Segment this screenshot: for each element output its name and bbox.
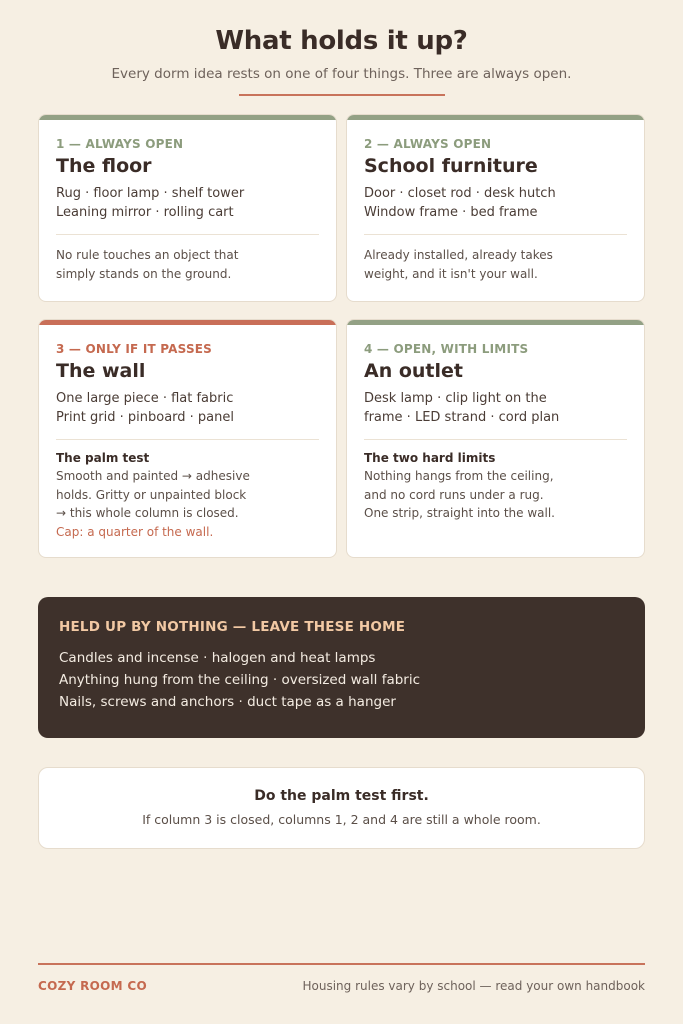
card-note <box>56 467 319 523</box>
card-divider <box>364 234 627 235</box>
callout-text: If column 3 is closed, columns 1, 2 and 4 are still a whole room. <box>142 812 541 827</box>
brand-name: COZY ROOM CO <box>38 979 147 993</box>
card-title: School furniture <box>364 155 538 177</box>
card-tag: 2 — ALWAYS OPEN <box>364 137 492 151</box>
card-cap: Cap: a quarter of the wall. <box>56 524 214 539</box>
nothing-panel <box>38 597 645 738</box>
card-school-furniture <box>346 114 645 302</box>
card-subhead: The palm test <box>56 451 150 465</box>
support-grid <box>38 114 645 558</box>
card-note <box>364 246 627 283</box>
card-title: The wall <box>56 360 146 382</box>
card-tag: 3 — ONLY IF IT PASSES <box>56 342 213 356</box>
card-accent-bar <box>39 115 336 120</box>
card-accent-bar <box>347 115 644 120</box>
card-item-line: Door · closet rod · desk hutch <box>364 186 556 201</box>
nothing-panel-title: HELD UP BY NOTHING — LEAVE THESE HOME <box>59 619 406 635</box>
card-note-line: weight, and it isn't your wall. <box>364 266 538 281</box>
card-subhead: The two hard limits <box>364 451 496 465</box>
card-item-line: Print grid · pinboard · panel <box>56 410 235 425</box>
card-note-line: → this whole column is closed. <box>56 506 239 520</box>
card-item-line: Rug · floor lamp · shelf tower <box>56 186 245 201</box>
card-divider <box>56 234 319 235</box>
palm-test-callout <box>38 767 645 849</box>
card-note <box>364 467 627 523</box>
card-title: An outlet <box>364 360 463 382</box>
nothing-panel-line: Nails, screws and anchors · duct tape as a hanger <box>59 694 396 710</box>
card-note-line: simply stands on the ground. <box>56 266 232 281</box>
card-items <box>364 184 627 222</box>
title-divider <box>239 94 445 96</box>
card-note-line: No rule touches an object that <box>56 248 239 262</box>
nothing-panel-list <box>59 647 624 713</box>
footer-divider <box>38 963 645 965</box>
card-divider <box>364 439 627 440</box>
callout-title: Do the palm test first. <box>254 788 429 804</box>
card-tag: 1 — ALWAYS OPEN <box>56 137 184 151</box>
page-title: What holds it up? <box>215 26 468 56</box>
card-item-line: frame · LED strand · cord plan <box>364 410 560 425</box>
card-note-line: and no cord runs under a rug. <box>364 487 544 502</box>
card-note-line: Smooth and painted → adhesive <box>56 469 250 483</box>
card-item-line: One large piece · flat fabric <box>56 391 234 406</box>
nothing-panel-line: Anything hung from the ceiling · oversized wall fabric <box>59 672 421 688</box>
card-title: The floor <box>56 155 152 177</box>
page-subtitle: Every dorm idea rests on one of four things. Three are always open. <box>111 66 572 82</box>
card-outlet <box>346 319 645 558</box>
card-note-line: holds. Gritty or unpainted block <box>56 487 247 502</box>
page-header <box>0 0 683 96</box>
card-items <box>364 389 627 427</box>
card-divider <box>56 439 319 440</box>
footer-disclaimer: Housing rules vary by school — read your own handbook <box>302 979 645 993</box>
card-wall <box>38 319 337 558</box>
card-note-line: One strip, straight into the wall. <box>364 506 555 520</box>
card-note <box>56 246 319 283</box>
card-item-line: Leaning mirror · rolling cart <box>56 205 234 220</box>
card-note-line: Nothing hangs from the ceiling, <box>364 469 554 483</box>
card-note-line: Already installed, already takes <box>364 248 553 262</box>
card-items <box>56 389 319 427</box>
card-item-line: Window frame · bed frame <box>364 205 538 220</box>
footer <box>38 979 645 993</box>
card-accent-bar <box>347 320 644 325</box>
card-floor <box>38 114 337 302</box>
nothing-panel-line: Candles and incense · halogen and heat lamps <box>59 650 376 666</box>
card-tag: 4 — OPEN, WITH LIMITS <box>364 342 529 356</box>
card-item-line: Desk lamp · clip light on the <box>364 391 547 406</box>
card-items <box>56 184 319 222</box>
card-accent-bar <box>39 320 336 325</box>
